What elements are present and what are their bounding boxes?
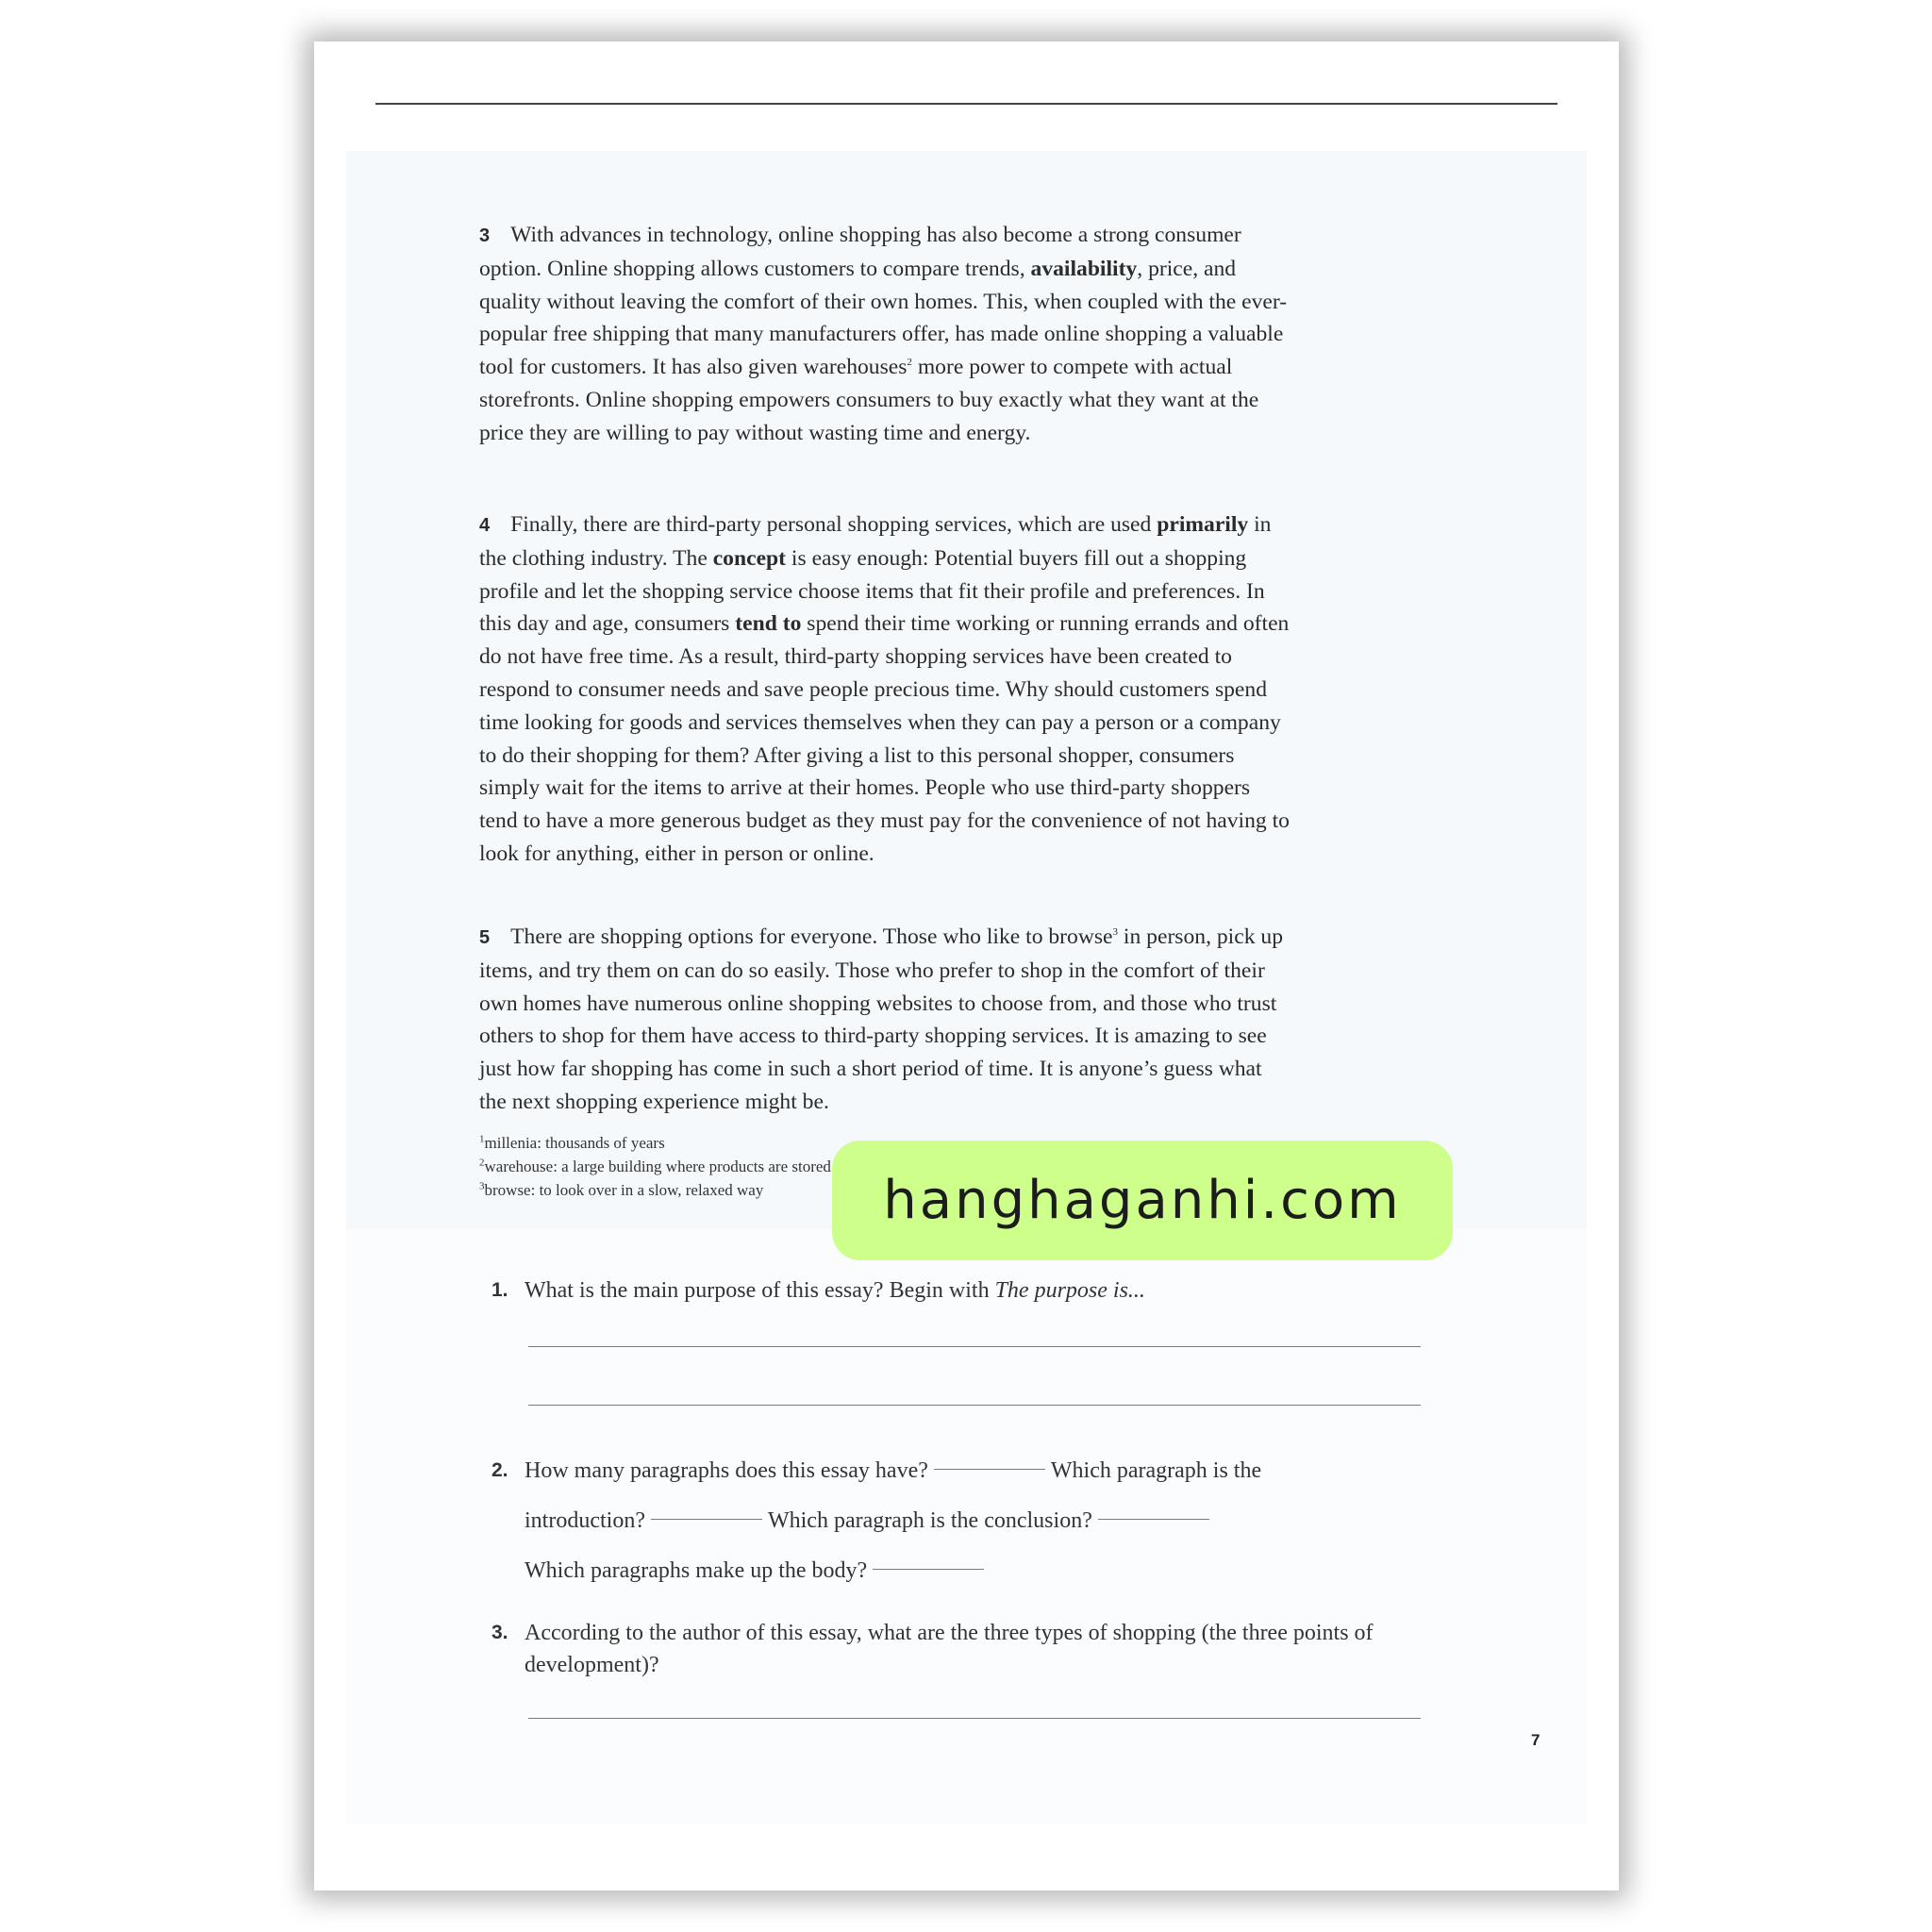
text: How many paragraphs does this essay have?: [525, 1458, 928, 1483]
paragraph-number: 4: [479, 515, 491, 536]
text: introduction?: [525, 1508, 645, 1533]
italic-prompt: The purpose is...: [994, 1278, 1145, 1303]
footnote-ref: 3: [1112, 926, 1119, 939]
question-text: [525, 1555, 1449, 1587]
paragraph-number: 3: [479, 225, 491, 246]
text: Which paragraph is the: [1050, 1458, 1262, 1483]
footnote-text: millenia: thousands of years: [484, 1134, 665, 1152]
paragraph-4: [479, 508, 1291, 871]
top-rule: [375, 103, 1557, 105]
footnote-mark: 2: [479, 1157, 485, 1169]
text: in the clothing industry. The: [479, 512, 1272, 571]
text: Which paragraphs make up the body?: [525, 1558, 868, 1583]
text: is easy enough: Potential buyers fill out a shopping profile and let the shopping service choose items that fit their profile and preferences. In this day and age, consumers: [479, 545, 1265, 637]
bold-term: concept: [712, 545, 787, 571]
answer-blank[interactable]: [934, 1468, 1045, 1470]
footnote-text: warehouse: a large building where products are stored: [484, 1158, 831, 1175]
page-number: 7: [1531, 1731, 1541, 1749]
answer-line[interactable]: [528, 1346, 1421, 1347]
question-text: [525, 1455, 1449, 1487]
bold-term: tend to: [735, 611, 802, 637]
paragraph-5: [479, 921, 1291, 1119]
question-number: 1.: [491, 1279, 508, 1301]
bold-term: primarily: [1157, 512, 1249, 537]
text: Which paragraph is the conclusion?: [767, 1508, 1092, 1533]
question-text: [525, 1505, 1449, 1537]
text: in person, pick up items, and try them on can do so easily. Those who prefer to shop in the comfort of their own homes have numerous online shopping websites to choose from, and those who trust others to shop for them have access to third-party shopping services. It is amazing to see just how far shopping has come in such a short period of time. It is anyone’s guess what the next shopping experience might be.: [479, 924, 1283, 1114]
text: Finally, there are third-party personal shopping services, which are used: [510, 512, 1158, 537]
text: more power to compete with actual storefronts. Online shopping empowers consumers to buy exactly what they want at the price they are willing to pay without wasting time and energy.: [479, 355, 1259, 445]
footnote-mark: 1: [479, 1133, 485, 1145]
paragraph-number: 5: [479, 927, 491, 948]
answer-line[interactable]: [528, 1405, 1421, 1406]
document-page: [314, 42, 1619, 1890]
question-number: 3.: [491, 1622, 508, 1643]
text: What is the main purpose of this essay? Begin with: [525, 1278, 995, 1303]
question-text: According to the author of this essay, what are the three types of shopping (the three points of development)?: [525, 1621, 1374, 1677]
footnote-mark: 3: [479, 1180, 485, 1192]
text: There are shopping options for everyone. Those who like to browse: [510, 924, 1113, 949]
answer-blank[interactable]: [651, 1518, 762, 1520]
question-number: 2.: [491, 1459, 508, 1481]
watermark-badge: hanghaganhi.com: [832, 1141, 1453, 1260]
text: , price, and quality without leaving the comfort of their own homes. This, when coupled with the ever-popular free shipping that many manufacturers offer, has made online shopping a valuable tool for customers. It has also given warehouses: [479, 256, 1288, 380]
bold-term: availability: [1030, 256, 1138, 281]
footnote-text: browse: to look over in a slow, relaxed way: [484, 1181, 764, 1199]
paragraph-3: [479, 219, 1291, 450]
answer-blank[interactable]: [1098, 1518, 1209, 1520]
answer-blank[interactable]: [873, 1568, 984, 1570]
text: With advances in technology, online shopping has also become a strong consumer option. Online shopping allows customers to compare trends,: [479, 223, 1241, 281]
answer-line[interactable]: [528, 1718, 1421, 1719]
footnote-ref: 2: [907, 357, 912, 369]
text: spend their time working or running errands and often do not have free time. As a result, third-party shopping services have been created to respond to consumer needs and save people precious time. Why should customers spend time looking for goods and services themselves when they can pay a person or a company to do their shopping for them? After giving a list to this personal shopper, consumers simply wait for the items to arrive at their homes. People who use third-party shoppers tend to have a more generous budget as they must pay for the convenience of not having to look for anything, either in person or online.: [479, 611, 1290, 866]
question-text: [525, 1274, 1449, 1307]
